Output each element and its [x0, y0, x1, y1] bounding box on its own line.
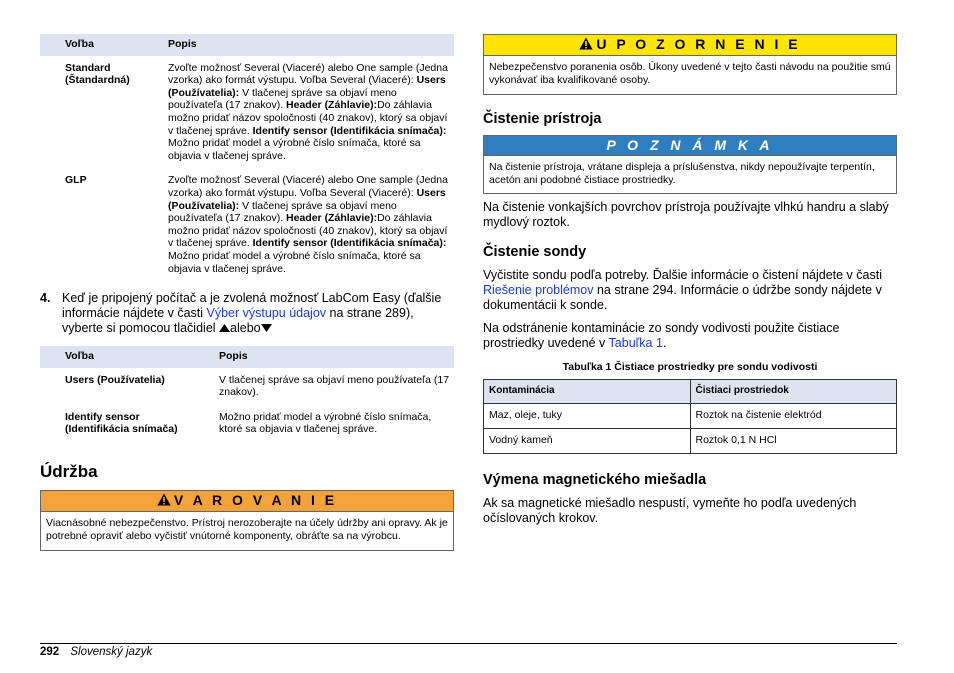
table-caption: Tabuľka 1 Čistiace prostriedky pre sondu vodivosti: [562, 361, 818, 374]
table-row: [40, 405, 454, 442]
text-run: Do záhlavia možno pridať názov spoločnosti (40 znakov), ktorý sa objaví v tlačenej správe.: [168, 212, 448, 250]
option-name: GLP: [65, 174, 87, 187]
description-text: [168, 62, 448, 162]
step-text: [62, 291, 454, 336]
options-table-1: [40, 34, 454, 281]
column-header-option: Voľba: [40, 34, 165, 56]
option-cell: [40, 405, 216, 442]
description-cell: Možno pridať model a výrobné číslo snímača, ktoré sa objavia v tlačenej správe.: [219, 410, 432, 436]
section-heading-maintenance: Údržba: [40, 462, 98, 482]
note-text: Na čistenie prístroja, vrátane displeja a príslušenstva, nikdy nepoužívajte terpentín, acetón ani podobné čistiace prostriedky.: [489, 160, 875, 186]
table-header-row: [40, 346, 454, 368]
heading-cleaning-instrument: Čistenie prístroja: [483, 110, 602, 127]
description-cell: [165, 168, 454, 281]
table-row: [40, 368, 454, 405]
warning-text: Viacnásobné nebezpečenstvo. Prístroj nerozoberajte na účely údržby ani opravy. Ak je potrebné opraviť alebo vyčistiť vnútorné komponenty, obráťte sa na výrobcu.: [46, 517, 448, 543]
link-data-output[interactable]: Výber výstupu údajov: [206, 306, 327, 321]
description-cell: V tlačenej správe sa objaví meno používateľa (17 znakov).: [219, 373, 450, 399]
description-text: [168, 174, 448, 274]
option-cell: [40, 368, 216, 405]
step-number: 4.: [40, 291, 51, 306]
paragraph-probe-2: [483, 321, 897, 351]
option-name: Standard: [65, 61, 111, 74]
paragraph-instrument-cleaning: Na čistenie vonkajších povrchov prístroja používajte vlhkú handru a slabý mydlový roztok.: [483, 200, 889, 230]
option-name-translation: (Štandardná): [65, 74, 130, 87]
table-row: [484, 429, 897, 454]
left-column: [40, 34, 454, 551]
bold-term: Users (Používatelia):: [168, 74, 446, 99]
paragraph-text: Vyčistite sondu podľa potreby. Ďalšie informácie o čistení nájdete v časti: [483, 268, 882, 283]
column-header-option: Voľba: [40, 346, 216, 368]
paragraph-text: Na odstránenie kontaminácie zo sondy vodivosti použite čistiace prostriedky uvedené v: [483, 321, 840, 351]
description-cell: [165, 56, 454, 169]
option-name: Users (Používatelia): [65, 373, 165, 386]
page-number: 292: [40, 646, 60, 658]
step-text-part: na strane 289), vyberte si pomocou tlačidiel: [62, 306, 414, 336]
text-run: Zvoľte možnosť Several (Viaceré) alebo One sample (Jedna vzorka) ako formát výstupu. Voľba Several (Viaceré):: [168, 61, 448, 87]
column-header-description: Popis: [165, 34, 454, 56]
caution-text: Nebezpečenstvo poranenia osôb. Úkony uvedené v tejto časti návodu na použitie smú vykonávať iba kvalifikované osoby.: [489, 61, 891, 87]
bold-term: Users (Používatelia):: [168, 186, 446, 212]
caution-title: U P O Z O R N E N I E: [596, 36, 801, 52]
text-run: Možno pridať model a výrobné číslo snímača, ktoré sa objavia v tlačenej správe.: [168, 249, 421, 275]
step-text-part: Keď je pripojený počítač a je zvolená možnosť LabCom Easy (ďalšie informácie nájdete v časti: [62, 291, 442, 321]
cleaning-agents-table: [483, 379, 897, 454]
option-cell: [40, 56, 165, 169]
text-run: V tlačenej správe sa objaví meno používateľa (17 znakov).: [168, 86, 397, 112]
heading-cleaning-probe: Čistenie sondy: [483, 244, 587, 261]
note-box: [483, 135, 897, 195]
column-header-cleaning-agent: Čistiaci prostriedok: [690, 380, 897, 404]
link-troubleshooting[interactable]: Riešenie problémov: [483, 283, 594, 298]
table-cell: Roztok 0,1 N HCl: [690, 429, 897, 454]
table-row: [40, 56, 454, 169]
heading-stirrer-replacement: Výmena magnetického miešadla: [483, 472, 707, 489]
text-run: V tlačenej správe sa objaví meno používateľa (17 znakov).: [168, 199, 397, 225]
paragraph-text: na strane 294. Informácie o údržbe sondy nájdete v dokumentácii k sonde.: [483, 283, 882, 313]
up-arrow-icon: [219, 321, 230, 335]
table-cell: Maz, oleje, tuky: [484, 404, 691, 429]
paragraph-probe-1: [483, 268, 897, 313]
paragraph-text: .: [662, 336, 667, 351]
warning-box: [40, 490, 454, 551]
text-run: Možno pridať model a výrobné číslo snímača, ktoré sa objavia v tlačenej správe.: [168, 137, 421, 162]
table-header-row: [484, 380, 897, 404]
table-row: [484, 404, 897, 429]
note-bar: P O Z N Á M K A: [484, 136, 896, 156]
warning-bar: [41, 491, 453, 512]
table-row: [40, 168, 454, 281]
table-cell: Vodný kameň: [484, 429, 691, 454]
step-text-part: alebo: [230, 321, 261, 336]
bold-term: Identify sensor (Identifikácia snímača):: [252, 124, 447, 137]
footer-language: Slovenský jazyk: [70, 646, 153, 658]
text-run: Do záhlavia možno pridať názov spoločnosti (40 znakov), ktorý sa objaví v tlačenej správe.: [168, 99, 448, 137]
warning-icon: [157, 493, 171, 509]
column-header-description: Popis: [216, 346, 454, 368]
step-4: [40, 291, 454, 336]
table-header-row: [40, 34, 454, 56]
option-name: Identify sensor: [65, 410, 140, 423]
link-table-1[interactable]: Tabuľka 1: [608, 336, 663, 351]
bold-term: Header (Záhlavie):: [286, 99, 378, 112]
paragraph-stirrer: Ak sa magnetické miešadlo nespustí, vymeňte ho podľa uvedených očíslovaných krokov.: [483, 496, 857, 526]
page-footer: [40, 643, 897, 658]
options-table-2: [40, 346, 454, 442]
caution-bar: [484, 35, 896, 56]
warning-title: V A R O V A N I E: [173, 492, 338, 509]
option-cell: [40, 168, 165, 281]
caution-box: [483, 34, 897, 95]
right-column: [483, 34, 897, 534]
column-header-contamination: Kontaminácia: [484, 380, 691, 404]
warning-icon: [579, 37, 593, 53]
table-cell: Roztok na čistenie elektród: [690, 404, 897, 429]
bold-term: Header (Záhlavie):: [286, 212, 378, 225]
down-arrow-icon: [261, 321, 272, 335]
bold-term: Identify sensor (Identifikácia snímača):: [252, 237, 447, 250]
option-name-translation: (Identifikácia snímača): [65, 423, 178, 436]
text-run: Zvoľte možnosť Several (Viaceré) alebo One sample (Jedna vzorka) ako formát výstupu. Voľba Several (Viaceré):: [168, 174, 448, 199]
